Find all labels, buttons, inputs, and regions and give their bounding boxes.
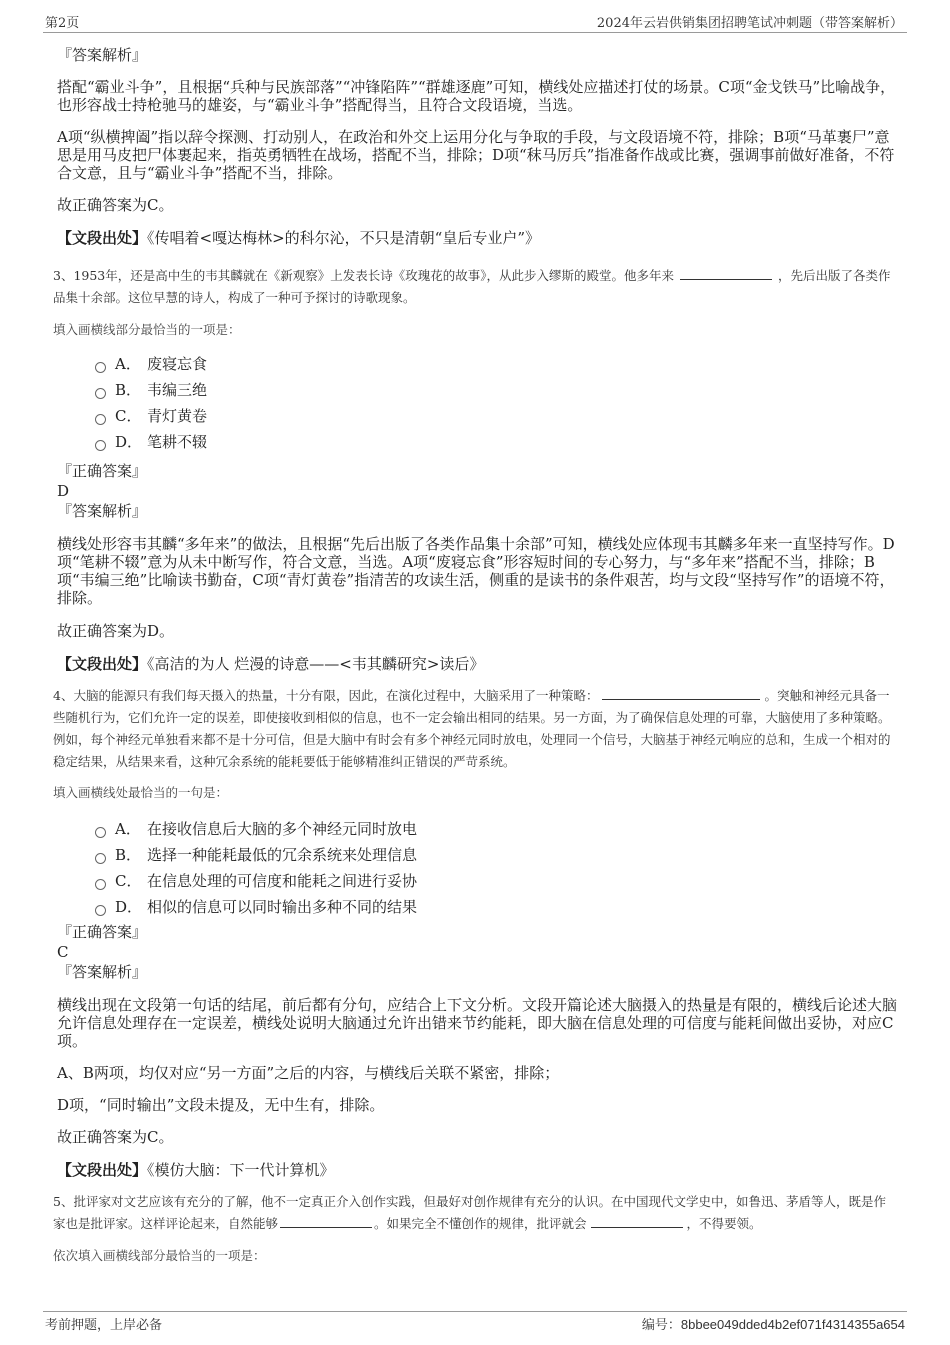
q5-blank-1 [280,1214,372,1228]
q3-prompt: 填入画横线部分最恰当的一项是： [53,322,241,337]
q5-text-a: 5、批评家对文艺应该有充分的了解，他不一定真正介入创作实践，但最好对创作规律有充分的认识。在中国现代文学史中，如鲁迅、茅盾等人，既是作家也是批评家。这样评论起来，自然能够 [53,1194,886,1231]
q3-source-label: 【文段出处】 [57,655,148,673]
q4-source [57,1161,897,1179]
option-text: 在接收信息后大脑的多个神经元同时放电 [147,820,418,838]
option-text: 废寝忘食 [147,355,208,373]
q4-source-text: 《模仿大脑：下一代计算机》 [147,1161,335,1179]
footer-code-value: 8bbee049dded4b2ef071f4314355a654 [680,1317,905,1332]
q4-answer: C [57,943,69,961]
q4-analysis-p1: 横线出现在文段第一句话的结尾，前后都有分句，应结合上下文分析。文段开篇论述大脑摄入的热量是有限的，横线后论述大脑允许信息处理存在一定误差，横线处说明大脑通过允许出错来节约能耗，即大脑在信息处理的可信度与能耗间做出妥协，对应C项。 [57,996,898,1050]
q4-text-a: 4、大脑的能源只有我们每天摄入的热量，十分有限，因此，在演化过程中，大脑采用了一种策略： [53,688,599,703]
q2-analysis-p2: A项“纵横捭阖”指以辞令探测、打动别人，在政治和外交上运用分化与争取的手段，与文段语境不符，排除；B项“马革裹尸”意思是用马皮把尸体裹起来，指英勇牺牲在战场，搭配不当，排除；D项“秣马厉兵”指准备作战或比赛，强调事前做好准备，不符合文意，且与“霸业斗争”搭配不当，排除。 [57,128,895,182]
option-letter: B． [115,381,142,399]
q4-text-b: 。突触和神经元具备一些随机行为，它们允许一定的误差，即使接收到相似的信息，也不一定会输出相同的结果。另一方面，为了确保信息处理的可靠，大脑使用了多种策略。例如，每个神经元单独看来都不是十分可信，但是大脑中有时会有多个神经元同时放电，处理同一个信号，大脑基于神经元响应的总和，生成一个相对的稳定结果，从结果来看，这种冗余系统的能耗要低于能够精准纠正错误的严苛系统。 [53,688,891,769]
q2-source [57,229,897,247]
q3-text-b: ，先后出版了各类作品集十余部。这位早慧的诗人，构成了一种可予探讨的诗歌现象。 [53,268,891,305]
q3-source [57,655,897,673]
q3-options [95,351,897,455]
option-letter: D． [115,898,143,916]
q4-option-d[interactable] [95,894,897,920]
option-letter: A． [115,355,141,373]
footer-code [642,1314,905,1333]
option-letter: C． [115,872,142,890]
radio-icon[interactable] [95,362,106,373]
radio-icon[interactable] [95,388,106,399]
q2-analysis-p1: 搭配“霸业斗争”，且根据“兵种与民族部落”“冲锋陷阵”“群雄逐鹿”可知，横线处应描述打仗的场景。C项“金戈铁马”比喻战争，也形容战士持枪驰马的雄姿，与“霸业斗争”搭配得当，且符合文段语境，当选。 [57,78,896,114]
q4-blank [602,686,760,700]
q5-question [53,1191,897,1235]
q4-conclusion: 故正确答案为C。 [57,1128,174,1146]
q3-correct-label: 『正确答案』 [57,462,148,480]
q5-blank-2 [591,1214,683,1228]
q3-answer: D [57,482,70,500]
radio-icon[interactable] [95,414,106,425]
option-text: 在信息处理的可信度和能耗之间进行妥协 [147,872,418,890]
q3-option-c[interactable] [95,403,897,429]
option-text: 选择一种能耗最低的冗余系统来处理信息 [147,846,418,864]
option-letter: B． [115,846,142,864]
q4-option-c[interactable] [95,868,897,894]
q2-conclusion: 故正确答案为C。 [57,196,174,214]
footer-rule [43,1311,907,1312]
q3-question [53,265,897,309]
q5-prompt: 依次填入画横线部分最恰当的一项是： [53,1248,266,1263]
page-number: 第2页 [45,16,80,31]
option-text: 相似的信息可以同时输出多种不同的结果 [147,898,418,916]
footer-slogan: 考前押题，上岸必备 [45,1318,163,1333]
q4-options [95,816,897,920]
q3-option-d[interactable] [95,429,897,455]
radio-icon[interactable] [95,905,106,916]
q4-correct-label: 『正确答案』 [57,923,148,941]
radio-icon[interactable] [95,827,106,838]
q3-option-b[interactable] [95,377,897,403]
q2-analysis-label: 『答案解析』 [57,46,148,64]
header-rule [43,32,907,33]
q2-source-text: 《传唱着<嘎达梅林>的科尔沁，不只是清朝“皇后专业户”》 [147,229,540,247]
document-title: 2024年云岩供销集团招聘笔试冲刺题（带答案解析） [596,16,903,31]
q4-prompt: 填入画横线处最恰当的一句是： [53,785,229,800]
q5-text-b: 。如果完全不懂创作的规律，批评就会 [374,1216,587,1231]
footer-code-label: 编号： [641,1318,681,1333]
option-text: 青灯黄卷 [147,407,208,425]
q4-analysis-p2: A、B两项，均仅对应“另一方面”之后的内容，与横线后关联不紧密，排除； [57,1064,560,1082]
option-letter: C． [115,407,142,425]
radio-icon[interactable] [95,853,106,864]
page-content [53,45,898,1265]
q4-option-a[interactable] [95,816,897,842]
option-letter: A． [115,820,141,838]
q3-option-a[interactable] [95,351,897,377]
q4-source-label: 【文段出处】 [57,1161,148,1179]
q5-text-c: ，不得要领。 [686,1216,762,1231]
q3-analysis-p1: 横线处形容韦其麟“多年来”的做法，且根据“先后出版了各类作品集十余部”可知，横线处应体现韦其麟多年来一直坚持写作。D项“笔耕不辍”意为从未中断写作，符合文意，当选。A项“废寝忘食”形容短时间的专心努力，与“多年来”搭配不当，排除；B项“韦编三绝”比喻读书勤奋，C项“青灯黄卷”指清苦的攻读生活，侧重的是读书的条件艰苦，均与文段“坚持写作”的语境不符，排除。 [57,535,895,607]
q3-blank [680,266,772,280]
q4-analysis-label: 『答案解析』 [57,963,148,981]
q4-question [53,685,897,773]
q3-conclusion: 故正确答案为D。 [57,622,175,640]
option-text: 韦编三绝 [147,381,208,399]
q3-text-a: 3、1953年，还是高中生的韦其麟就在《新观察》上发表长诗《玫瑰花的故事》，从此步入缪斯的殿堂。他多年来 [53,268,675,283]
q3-analysis-label: 『答案解析』 [57,502,148,520]
q4-analysis-p3: D项，“同时输出”文段未提及，无中生有，排除。 [57,1096,385,1114]
option-text: 笔耕不辍 [147,433,208,451]
q3-source-text: 《高洁的为人 烂漫的诗意——<韦其麟研究>读后》 [147,655,485,673]
radio-icon[interactable] [95,440,106,451]
q2-source-label: 【文段出处】 [57,229,148,247]
q4-option-b[interactable] [95,842,897,868]
option-letter: D． [115,433,143,451]
radio-icon[interactable] [95,879,106,890]
